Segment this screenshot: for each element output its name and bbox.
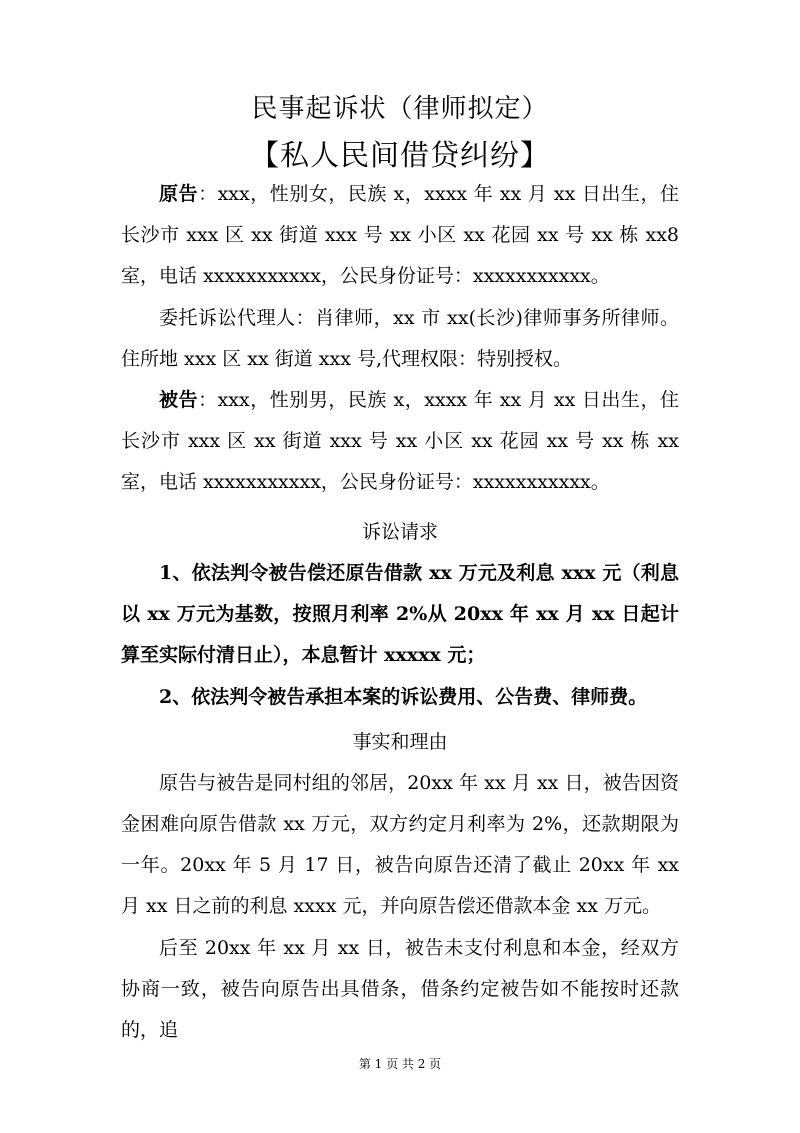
facts-heading: 事实和理由 bbox=[352, 731, 448, 753]
agent-paragraph: 委托诉讼代理人：肖律师，xx 市 xx(长沙)律师事务所律师。住所地 xxx 区 xx 街道 xxx 号,代理权限：特别授权。 bbox=[121, 307, 679, 370]
facts-paragraph-1: 原告与被告是同村组的邻居，20xx 年 xx 月 xx 日，被告因资金困难向原告借款 xx 万元，双方约定月利率为 2%，还款期限为一年。20xx 年 5 月 17 日，被告向原告还清了截止 20xx 年 xx 月 xx 日之前的利息 xxxx 元，并向原告偿还借款本金 xx 万元。 bbox=[121, 772, 679, 917]
plaintiff-label: 原告 bbox=[159, 183, 199, 205]
defendant-paragraph bbox=[121, 380, 679, 503]
document-title: 民事起诉状（律师拟定） bbox=[251, 94, 549, 124]
claims-heading: 诉讼请求 bbox=[361, 521, 438, 543]
plaintiff-paragraph bbox=[121, 174, 679, 297]
defendant-text: ：xxx，性别男，民族 x，xxxx 年 xx 月 xx 日出生，住长沙市 xxx 区 xx 街道 xxx 号 xx 小区 xx 花园 xx 号 xx 栋 xx 室，电话 xxxxxxxxxxx，公民身份证号：xxxxxxxxxxx。 bbox=[121, 389, 679, 493]
document-subtitle: 【私人民间借贷纠纷】 bbox=[249, 138, 550, 172]
defendant-label: 被告 bbox=[159, 389, 199, 411]
page-footer: 第 1 页 共 2 页 bbox=[358, 1057, 442, 1071]
claim-item-2: 2、依法判令被告承担本案的诉讼费用、公告费、律师费。 bbox=[159, 686, 648, 708]
facts-paragraph-2: 后至 20xx 年 xx 月 xx 日，被告未支付利息和本金，经双方协商一致，被告向原告出具借条，借条约定被告如不能按时还款的，追 bbox=[121, 937, 679, 1041]
plaintiff-text: ：xxx，性别女，民族 x，xxxx 年 xx 月 xx 日出生，住长沙市 xxx 区 xx 街道 xxx 号 xx 小区 xx 花园 xx 号 xx 栋 xx8 室，电话 xxxxxxxxxxx，公民身份证号：xxxxxxxxxxx。 bbox=[121, 183, 679, 287]
claim-item-1: 1、依法判令被告偿还原告借款 xx 万元及利息 xxx 元（利息以 xx 万元为基数，按照月利率 2%从 20xx 年 xx 月 xx 日起计算至实际付清日止），本息暂计 xxxxx 元； bbox=[121, 562, 679, 666]
